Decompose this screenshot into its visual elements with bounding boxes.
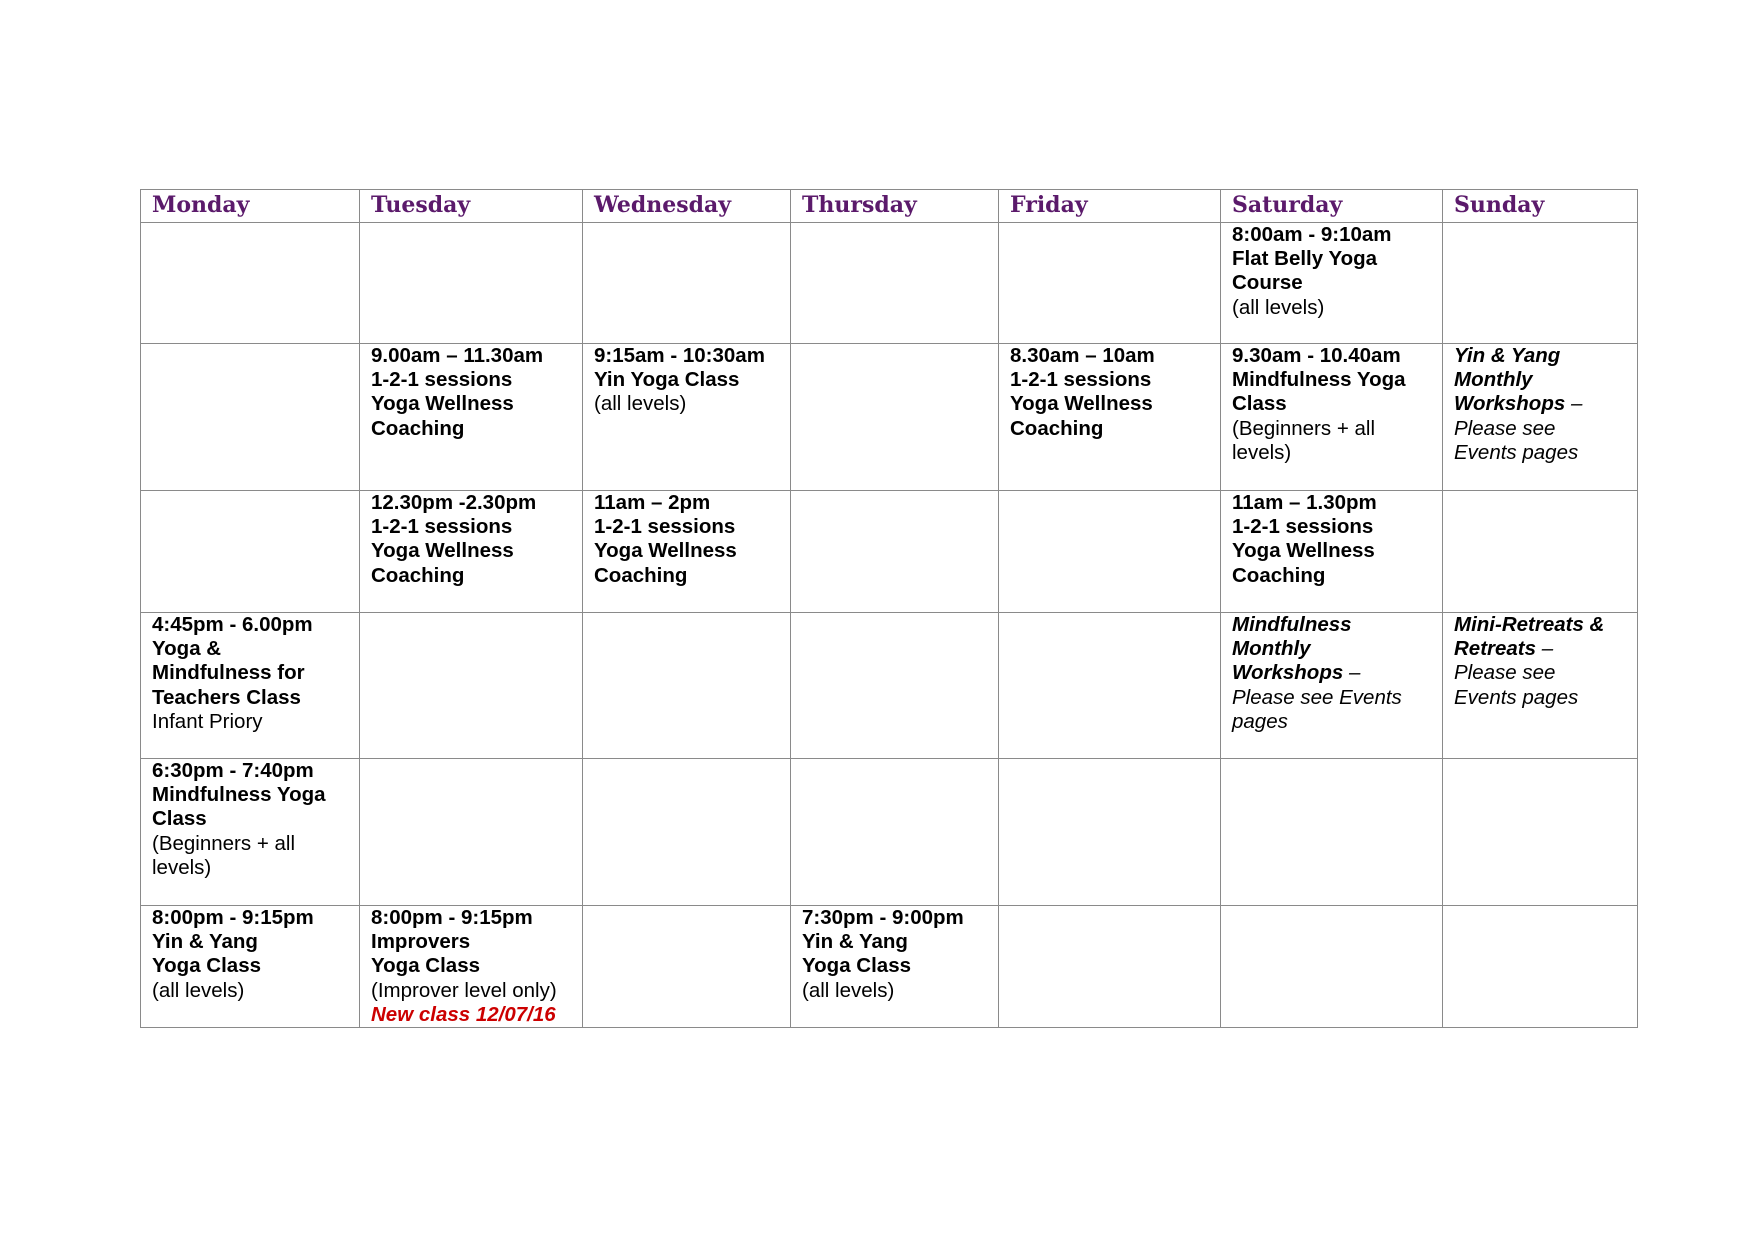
class-entry — [371, 906, 574, 1027]
header-friday: Friday — [999, 190, 1221, 223]
class-title: Mindfulness Yoga — [1232, 368, 1406, 392]
header-monday: Monday — [141, 190, 360, 223]
workshop-title-line — [1454, 392, 1629, 416]
cell-saturday — [1221, 613, 1443, 759]
cell-wednesday — [583, 491, 791, 613]
class-level: (all levels) — [802, 978, 895, 1002]
class-title: Yoga Wellness — [1232, 539, 1375, 563]
class-title: Yoga Wellness — [594, 539, 737, 563]
cell-sunday — [1443, 223, 1638, 344]
class-time: 6:30pm - 7:40pm — [152, 759, 314, 782]
cell-tuesday — [360, 344, 583, 491]
class-entry — [1010, 344, 1212, 441]
workshop-note: Events pages — [1454, 685, 1579, 709]
cell-monday — [141, 344, 360, 491]
class-title: 1-2-1 sessions — [594, 515, 736, 539]
workshop-note: pages — [1232, 709, 1288, 733]
class-title: Yin Yoga Class — [594, 368, 740, 392]
cell-thursday — [791, 906, 999, 1028]
cell-tuesday — [360, 759, 583, 906]
class-title: 1-2-1 sessions — [371, 515, 513, 539]
cell-monday — [141, 906, 360, 1028]
workshop-entry — [1454, 344, 1629, 465]
cell-saturday — [1221, 344, 1443, 491]
cell-saturday — [1221, 906, 1443, 1028]
class-entry — [802, 906, 990, 1003]
workshop-note: Events pages — [1454, 440, 1579, 464]
workshop-title: Monthly — [1454, 368, 1533, 392]
class-entry — [1232, 491, 1434, 588]
cell-sunday — [1443, 906, 1638, 1028]
class-time: 9.00am – 11.30am — [371, 344, 544, 367]
class-title: Yin & Yang — [152, 930, 258, 954]
cell-friday — [999, 344, 1221, 491]
timetable-row — [141, 906, 1638, 1028]
cell-friday — [999, 906, 1221, 1028]
class-location: Infant Priory — [152, 709, 263, 733]
workshop-title: Mindfulness — [1232, 613, 1352, 636]
workshop-note: Please see Events — [1232, 685, 1402, 709]
class-time: 8.30am – 10am — [1010, 344, 1155, 367]
header-tuesday: Tuesday — [360, 190, 583, 223]
cell-saturday — [1221, 223, 1443, 344]
timetable-row — [141, 223, 1638, 344]
class-time: 8:00am - 9:10am — [1232, 223, 1392, 246]
class-level: (Beginners + all — [1232, 416, 1376, 440]
class-entry — [152, 906, 351, 1003]
cell-monday — [141, 223, 360, 344]
timetable-row — [141, 491, 1638, 613]
cell-tuesday — [360, 223, 583, 344]
class-title: Class — [1232, 392, 1287, 416]
cell-tuesday — [360, 906, 583, 1028]
class-entry — [594, 491, 782, 588]
cell-tuesday — [360, 491, 583, 613]
workshop-title: Yin & Yang — [1454, 344, 1561, 367]
cell-monday — [141, 491, 360, 613]
class-title: 1-2-1 sessions — [371, 368, 513, 392]
new-class-badge: New class 12/07/16 — [371, 1002, 556, 1026]
class-level: levels) — [1232, 440, 1292, 464]
class-time: 8:00pm - 9:15pm — [152, 906, 314, 929]
header-saturday: Saturday — [1221, 190, 1443, 223]
cell-friday — [999, 613, 1221, 759]
class-title: Coaching — [594, 563, 688, 587]
class-entry — [152, 759, 351, 880]
class-title: Coaching — [371, 416, 465, 440]
class-time: 9.30am - 10.40am — [1232, 344, 1401, 367]
cell-sunday — [1443, 759, 1638, 906]
workshop-entry — [1454, 613, 1629, 710]
class-title: Flat Belly Yoga — [1232, 247, 1378, 271]
class-title: Teachers Class — [152, 685, 301, 709]
class-time: 11am – 2pm — [594, 491, 711, 514]
workshop-note: Please see — [1454, 661, 1556, 685]
cell-thursday — [791, 613, 999, 759]
cell-thursday — [791, 344, 999, 491]
class-entry — [371, 491, 574, 588]
cell-friday — [999, 759, 1221, 906]
class-time: 9:15am - 10:30am — [594, 344, 765, 367]
cell-wednesday — [583, 223, 791, 344]
timetable-row — [141, 613, 1638, 759]
class-entry — [594, 344, 782, 417]
class-title: Mindfulness Yoga — [152, 783, 326, 807]
workshop-entry — [1232, 613, 1434, 734]
class-title: Improvers — [371, 930, 471, 954]
workshop-note: Please see — [1454, 416, 1556, 440]
timetable-row — [141, 344, 1638, 491]
weekly-timetable — [140, 189, 1638, 1028]
class-title: Yoga Class — [371, 954, 480, 978]
cell-monday — [141, 613, 360, 759]
class-time: 7:30pm - 9:00pm — [802, 906, 964, 929]
class-level: (Improver level only) — [371, 978, 557, 1002]
class-title: Yoga Class — [152, 954, 261, 978]
header-wednesday: Wednesday — [583, 190, 791, 223]
cell-wednesday — [583, 613, 791, 759]
class-title: Yoga Wellness — [371, 539, 514, 563]
cell-wednesday — [583, 906, 791, 1028]
class-title: Course — [1232, 271, 1303, 295]
workshop-title: Monthly — [1232, 637, 1311, 661]
workshop-dash: – — [1343, 661, 1361, 685]
class-level: levels) — [152, 855, 212, 879]
class-title: Class — [152, 807, 207, 831]
cell-sunday — [1443, 491, 1638, 613]
class-title: Yoga Wellness — [1010, 392, 1153, 416]
class-level: (all levels) — [594, 392, 687, 416]
cell-saturday — [1221, 491, 1443, 613]
workshop-title-line — [1232, 661, 1434, 685]
class-title: 1-2-1 sessions — [1232, 515, 1374, 539]
cell-thursday — [791, 223, 999, 344]
class-time: 11am – 1.30pm — [1232, 491, 1377, 514]
cell-thursday — [791, 491, 999, 613]
cell-wednesday — [583, 759, 791, 906]
class-time: 12.30pm -2.30pm — [371, 491, 537, 514]
header-sunday: Sunday — [1443, 190, 1638, 223]
cell-wednesday — [583, 344, 791, 491]
class-entry — [1232, 344, 1434, 465]
class-level: (Beginners + all — [152, 831, 296, 855]
cell-friday — [999, 491, 1221, 613]
class-title: Yin & Yang — [802, 930, 908, 954]
class-title: Mindfulness for — [152, 661, 305, 685]
cell-tuesday — [360, 613, 583, 759]
workshop-dash: – — [1536, 637, 1554, 661]
cell-sunday — [1443, 613, 1638, 759]
class-title: Coaching — [1232, 563, 1326, 587]
class-level: (all levels) — [152, 978, 245, 1002]
cell-monday — [141, 759, 360, 906]
class-title: Yoga & — [152, 637, 222, 661]
class-time: 8:00pm - 9:15pm — [371, 906, 533, 929]
cell-friday — [999, 223, 1221, 344]
class-entry — [152, 613, 351, 734]
workshop-title-line — [1454, 637, 1629, 661]
timetable-row — [141, 759, 1638, 906]
workshop-title: Workshops — [1232, 661, 1344, 685]
class-entry — [371, 344, 574, 441]
workshop-title: Mini-Retreats & — [1454, 613, 1605, 636]
class-title: 1-2-1 sessions — [1010, 368, 1152, 392]
cell-saturday — [1221, 759, 1443, 906]
class-level: (all levels) — [1232, 295, 1325, 319]
class-time: 4:45pm - 6.00pm — [152, 613, 313, 636]
workshop-title: Workshops — [1454, 392, 1566, 416]
class-title: Yoga Class — [802, 954, 911, 978]
workshop-dash: – — [1565, 392, 1583, 416]
class-entry — [1232, 223, 1434, 320]
workshop-title: Retreats — [1454, 637, 1537, 661]
class-title: Yoga Wellness — [371, 392, 514, 416]
cell-thursday — [791, 759, 999, 906]
cell-sunday — [1443, 344, 1638, 491]
class-title: Coaching — [371, 563, 465, 587]
header-row — [141, 190, 1638, 223]
class-title: Coaching — [1010, 416, 1104, 440]
header-thursday: Thursday — [791, 190, 999, 223]
